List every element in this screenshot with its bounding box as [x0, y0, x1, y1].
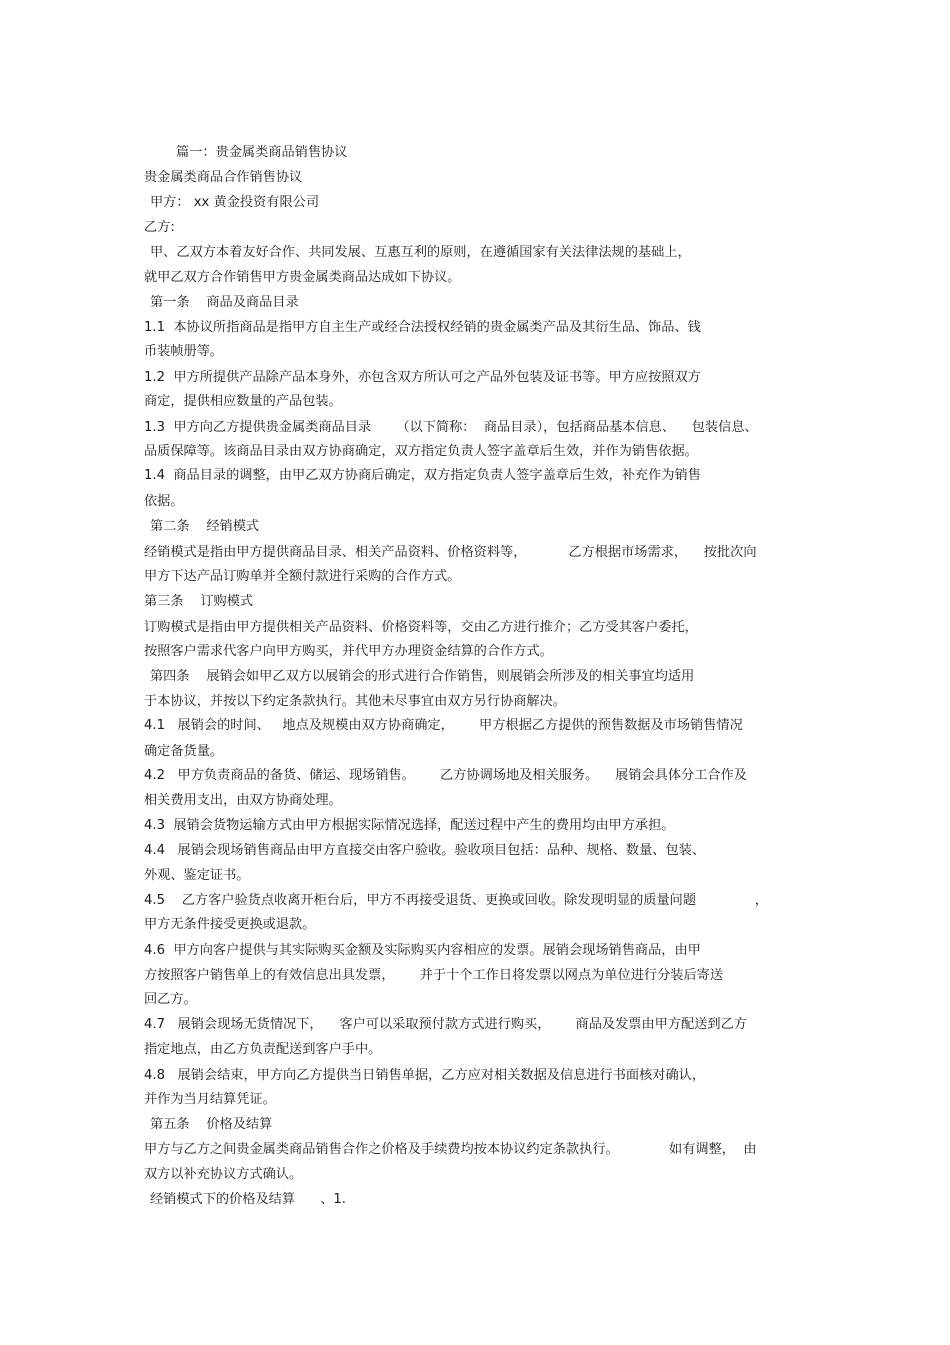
article-heading: 第二条 经销模式	[150, 519, 260, 534]
clause-line: 4.5 乙方客户验货点收离开柜台后，甲方不再接受退货、更换或回收。除发现明显的质量问题 ，	[144, 893, 768, 908]
clause-line: 并作为当月结算凭证。	[144, 1092, 276, 1107]
clause-line: 相关费用支出，由双方协商处理。	[144, 793, 342, 808]
clause-line: 4.7 展销会现场无货情况下， 客户可以采取预付款方式进行购买， 商品及发票由甲方配送到乙方	[144, 1017, 747, 1032]
section-heading: 经销模式下的价格及结算 、1.	[150, 1192, 346, 1207]
clause-line: 双方以补充协议方式确认。	[144, 1167, 303, 1182]
clause-line: 按照客户需求代客户向甲方购买，并代甲方办理资金结算的合作方式。	[144, 644, 553, 659]
clause-line: 外观、鉴定证书。	[144, 868, 250, 883]
clause-line: 1.4 商品目录的调整，由甲乙双方协商后确定，双方指定负责人签字盖章后生效，补充作为销售	[144, 468, 701, 483]
clause-line: 币装帧册等。	[144, 344, 224, 359]
clause-line: 品质保障等。该商品目录由双方协商确定，双方指定负责人签字盖章后生效，并作为销售依据。	[144, 444, 698, 459]
clause-line: 1.2 甲方所提供产品除产品本身外，亦包含双方所认可之产品外包装及证书等。甲方应按照双方	[144, 370, 701, 385]
clause-line: 订购模式是指由甲方提供相关产品资料、价格资料等，交由乙方进行推介；乙方受其客户委托，	[144, 620, 698, 635]
clause-line: 甲方下达产品订购单并全额付款进行采购的合作方式。	[144, 569, 461, 584]
agreement-title: 贵金属类商品合作销售协议	[144, 170, 303, 185]
article-heading: 第四条 展销会如甲乙双方以展销会的形式进行合作销售，则展销会所涉及的相关事宜均适用	[150, 669, 695, 684]
clause-line: 4.6 甲方向客户提供与其实际购买金额及实际购买内容相应的发票。展销会现场销售商品，由甲	[144, 943, 701, 958]
clause-line: 1.1 本协议所指商品是指甲方自主生产或经合法授权经销的贵金属类产品及其衍生品、饰品、钱	[144, 320, 701, 335]
clause-line: 指定地点，由乙方负责配送到客户手中。	[144, 1042, 382, 1057]
article-heading: 第三条 订购模式	[144, 594, 254, 609]
clause-line: 4.8 展销会结束，甲方向乙方提供当日销售单据，乙方应对相关数据及信息进行书面核对确认，	[144, 1068, 706, 1083]
clause-line: 经销模式是指由甲方提供商品目录、相关产品资料、价格资料等， 乙方根据市场需求， 按批次向	[144, 545, 757, 560]
clause-line: 于本协议，并按以下约定条款执行。其他未尽事宜由双方另行协商解决。	[144, 694, 566, 709]
clause-line: 4.2 甲方负责商品的备货、储运、现场销售。 乙方协调场地及相关服务。 展销会具体分工合作及	[144, 768, 747, 783]
party-b-line: 乙方:	[144, 220, 175, 235]
doc-heading: 篇一：贵金属类商品销售协议	[176, 145, 348, 160]
article-heading: 第一条 商品及商品目录	[150, 295, 299, 310]
clause-line: 方按照客户销售单上的有效信息出具发票， 并于十个工作日将发票以网点为单位进行分装后寄送	[144, 968, 724, 983]
party-a-line: 甲方： xx 黄金投资有限公司	[150, 195, 320, 210]
preamble-line: 就甲乙双方合作销售甲方贵金属类商品达成如下协议。	[144, 270, 461, 285]
clause-line: 甲方无条件接受更换或退款。	[144, 917, 316, 932]
clause-line: 回乙方。	[144, 992, 197, 1007]
clause-line: 确定备货量。	[144, 744, 224, 759]
preamble-line: 甲、乙双方本着友好合作、共同发展、互惠互利的原则，在遵循国家有关法律法规的基础上，	[150, 245, 691, 260]
clause-line: 4.1 展销会的时间、 地点及规模由双方协商确定， 甲方根据乙方提供的预售数据及市场销售情况	[144, 718, 743, 733]
clause-line: 4.4 展销会现场销售商品由甲方直接交由客户验收。验收项目包括：品种、规格、数量、包装、	[144, 843, 706, 858]
clause-line: 1.3 甲方向乙方提供贵金属类商品目录 （以下简称： 商品目录），包括商品基本信息、 包装信息、	[144, 420, 758, 435]
article-heading: 第五条 价格及结算	[150, 1117, 273, 1132]
clause-line: 商定，提供相应数量的产品包装。	[144, 394, 342, 409]
clause-line: 4.3 展销会货物运输方式由甲方根据实际情况选择，配送过程中产生的费用均由甲方承担。	[144, 818, 675, 833]
clause-line: 甲方与乙方之间贵金属类商品销售合作之价格及手续费均按本协议约定条款执行。 如有调整， 由	[144, 1142, 757, 1157]
clause-line: 依据。	[144, 494, 184, 509]
